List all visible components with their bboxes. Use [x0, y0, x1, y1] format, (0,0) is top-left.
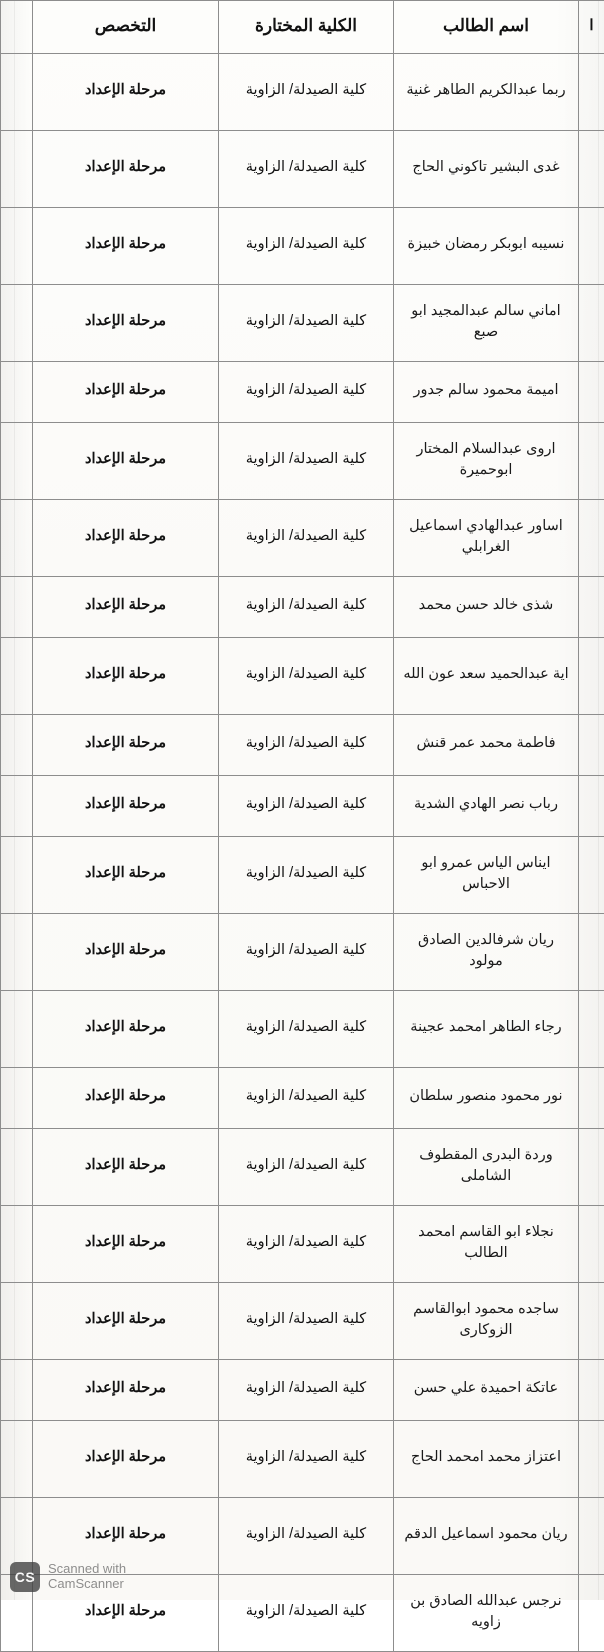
- cell-chosen-college: كلية الصيدلة/ الزاوية: [219, 285, 394, 362]
- cell-major: مرحلة الإعداد: [33, 715, 219, 776]
- cell-chosen-college: كلية الصيدلة/ الزاوية: [219, 1129, 394, 1206]
- cell-chosen-college: كلية الصيدلة/ الزاوية: [219, 776, 394, 837]
- column-header-edge-right: ا: [579, 1, 604, 54]
- row-edge-right-cell: [579, 208, 604, 285]
- cell-student-name: اعتزاز محمد امحمد الحاج: [394, 1421, 579, 1498]
- row-edge-left-cell: [1, 1283, 33, 1360]
- row-edge-right-cell: [579, 500, 604, 577]
- table-row: [1, 837, 604, 914]
- cell-chosen-college: كلية الصيدلة/ الزاوية: [219, 1421, 394, 1498]
- row-edge-right-cell: [579, 577, 604, 638]
- row-edge-right-cell: [579, 991, 604, 1068]
- cell-chosen-college: كلية الصيدلة/ الزاوية: [219, 423, 394, 500]
- cell-major: مرحلة الإعداد: [33, 1421, 219, 1498]
- row-edge-right-cell: [579, 715, 604, 776]
- cell-major: مرحلة الإعداد: [33, 1068, 219, 1129]
- table-row: [1, 423, 604, 500]
- cell-chosen-college: كلية الصيدلة/ الزاوية: [219, 1068, 394, 1129]
- row-edge-left-cell: [1, 638, 33, 715]
- cell-student-name: ريان محمود اسماعيل الدقم: [394, 1498, 579, 1575]
- row-edge-right-cell: [579, 1206, 604, 1283]
- cell-student-name: اروى عبدالسلام المختار ابوحميرة: [394, 423, 579, 500]
- cell-student-name: نسيبه ابوبكر رمضان خبيزة: [394, 208, 579, 285]
- cell-student-name: شذى خالد حسن محمد: [394, 577, 579, 638]
- table-header: [1, 1, 604, 54]
- row-edge-right-cell: [579, 1498, 604, 1575]
- cell-major: مرحلة الإعداد: [33, 54, 219, 131]
- row-edge-right-cell: [579, 362, 604, 423]
- cell-major: مرحلة الإعداد: [33, 914, 219, 991]
- row-edge-left-cell: [1, 914, 33, 991]
- cell-student-name: اماني سالم عبدالمجيد ابو صبع: [394, 285, 579, 362]
- row-edge-left-cell: [1, 208, 33, 285]
- row-edge-right-cell: [579, 285, 604, 362]
- cell-student-name: اية عبدالحميد سعد عون الله: [394, 638, 579, 715]
- row-edge-left-cell: [1, 577, 33, 638]
- row-edge-left-cell: [1, 362, 33, 423]
- cell-chosen-college: كلية الصيدلة/ الزاوية: [219, 500, 394, 577]
- table-row: [1, 208, 604, 285]
- table-row: [1, 131, 604, 208]
- row-edge-right-cell: [579, 1068, 604, 1129]
- cell-chosen-college: كلية الصيدلة/ الزاوية: [219, 577, 394, 638]
- row-edge-left-cell: [1, 423, 33, 500]
- cell-student-name: نجلاء ابو القاسم امحمد الطالب: [394, 1206, 579, 1283]
- table-row: [1, 1421, 604, 1498]
- row-edge-left-cell: [1, 1360, 33, 1421]
- cell-chosen-college: كلية الصيدلة/ الزاوية: [219, 914, 394, 991]
- cell-major: مرحلة الإعداد: [33, 500, 219, 577]
- row-edge-right-cell: [579, 638, 604, 715]
- table-row: [1, 991, 604, 1068]
- cell-student-name: ريان شرفالدين الصادق مولود: [394, 914, 579, 991]
- camscanner-label: [48, 1562, 126, 1592]
- cell-chosen-college: كلية الصيدلة/ الزاوية: [219, 208, 394, 285]
- cell-student-name: اساور عبدالهادي اسماعيل الغرابلي: [394, 500, 579, 577]
- cell-chosen-college: كلية الصيدلة/ الزاوية: [219, 1283, 394, 1360]
- row-edge-right-cell: [579, 1575, 604, 1652]
- camscanner-line-2: CamScanner: [48, 1577, 126, 1592]
- column-header-chosen-college: الكلية المختارة: [219, 1, 394, 54]
- cell-major: مرحلة الإعداد: [33, 837, 219, 914]
- cell-student-name: رجاء الطاهر امحمد عجينة: [394, 991, 579, 1068]
- cell-chosen-college: كلية الصيدلة/ الزاوية: [219, 1206, 394, 1283]
- table-row: [1, 1068, 604, 1129]
- table-row: [1, 638, 604, 715]
- cell-major: مرحلة الإعداد: [33, 1206, 219, 1283]
- cell-student-name: ساجده محمود ابوالقاسم الزوكارى: [394, 1283, 579, 1360]
- cell-major: مرحلة الإعداد: [33, 285, 219, 362]
- row-edge-right-cell: [579, 1283, 604, 1360]
- table-row: [1, 914, 604, 991]
- row-edge-left-cell: [1, 776, 33, 837]
- table-row: [1, 285, 604, 362]
- cell-student-name: نور محمود منصور سلطان: [394, 1068, 579, 1129]
- row-edge-left-cell: [1, 1421, 33, 1498]
- cell-student-name: فاطمة محمد عمر قنش: [394, 715, 579, 776]
- cell-major: مرحلة الإعداد: [33, 131, 219, 208]
- row-edge-left-cell: [1, 54, 33, 131]
- row-edge-left-cell: [1, 1129, 33, 1206]
- cell-major: مرحلة الإعداد: [33, 776, 219, 837]
- cell-student-name: ايناس الياس عمرو ابو الاحباس: [394, 837, 579, 914]
- cell-chosen-college: كلية الصيدلة/ الزاوية: [219, 1575, 394, 1652]
- cell-student-name: ربما عبدالكريم الطاهر غنية: [394, 54, 579, 131]
- cell-chosen-college: كلية الصيدلة/ الزاوية: [219, 1360, 394, 1421]
- cell-major: مرحلة الإعداد: [33, 362, 219, 423]
- table-body: [1, 54, 604, 1652]
- table-row: [1, 776, 604, 837]
- cell-student-name: نرجس عبدالله الصادق بن زاويه: [394, 1575, 579, 1652]
- cell-student-name: غدى البشير تاكوني الحاج: [394, 131, 579, 208]
- cell-chosen-college: كلية الصيدلة/ الزاوية: [219, 837, 394, 914]
- camscanner-logo-icon: CS: [10, 1562, 40, 1592]
- row-edge-left-cell: [1, 1068, 33, 1129]
- row-edge-right-cell: [579, 914, 604, 991]
- row-edge-left-cell: [1, 1206, 33, 1283]
- table-row: [1, 54, 604, 131]
- row-edge-left-cell: [1, 991, 33, 1068]
- row-edge-right-cell: [579, 837, 604, 914]
- cell-major: مرحلة الإعداد: [33, 1575, 219, 1652]
- cell-major: مرحلة الإعداد: [33, 638, 219, 715]
- cell-student-name: رباب نصر الهادي الشدية: [394, 776, 579, 837]
- row-edge-right-cell: [579, 1129, 604, 1206]
- cell-major: مرحلة الإعداد: [33, 1283, 219, 1360]
- cell-major: مرحلة الإعداد: [33, 991, 219, 1068]
- cell-student-name: اميمة محمود سالم جدور: [394, 362, 579, 423]
- cell-chosen-college: كلية الصيدلة/ الزاوية: [219, 131, 394, 208]
- row-edge-left-cell: [1, 500, 33, 577]
- cell-chosen-college: كلية الصيدلة/ الزاوية: [219, 362, 394, 423]
- row-edge-right-cell: [579, 54, 604, 131]
- cell-major: مرحلة الإعداد: [33, 1498, 219, 1575]
- camscanner-watermark: [10, 1562, 126, 1592]
- table-row: [1, 1129, 604, 1206]
- table-row: [1, 1360, 604, 1421]
- cell-major: مرحلة الإعداد: [33, 1360, 219, 1421]
- table-row: [1, 500, 604, 577]
- column-header-student-name: اسم الطالب: [394, 1, 579, 54]
- table-row: [1, 715, 604, 776]
- row-edge-right-cell: [579, 1360, 604, 1421]
- row-edge-right-cell: [579, 131, 604, 208]
- table-header-row: [1, 1, 604, 54]
- row-edge-left-cell: [1, 285, 33, 362]
- cell-chosen-college: كلية الصيدلة/ الزاوية: [219, 54, 394, 131]
- column-header-major: التخصص: [33, 1, 219, 54]
- table-row: [1, 577, 604, 638]
- cell-major: مرحلة الإعداد: [33, 208, 219, 285]
- table-row: [1, 1283, 604, 1360]
- cell-student-name: وردة البدرى المقطوف الشاملى: [394, 1129, 579, 1206]
- column-header-edge-left: [1, 1, 33, 54]
- row-edge-right-cell: [579, 423, 604, 500]
- cell-chosen-college: كلية الصيدلة/ الزاوية: [219, 991, 394, 1068]
- table-row: [1, 1206, 604, 1283]
- cell-chosen-college: كلية الصيدلة/ الزاوية: [219, 715, 394, 776]
- cell-major: مرحلة الإعداد: [33, 423, 219, 500]
- cell-chosen-college: كلية الصيدلة/ الزاوية: [219, 638, 394, 715]
- row-edge-left-cell: [1, 715, 33, 776]
- row-edge-right-cell: [579, 776, 604, 837]
- cell-student-name: عاتكة احميدة علي حسن: [394, 1360, 579, 1421]
- cell-major: مرحلة الإعداد: [33, 577, 219, 638]
- cell-chosen-college: كلية الصيدلة/ الزاوية: [219, 1498, 394, 1575]
- row-edge-left-cell: [1, 131, 33, 208]
- table-row: [1, 362, 604, 423]
- cell-major: مرحلة الإعداد: [33, 1129, 219, 1206]
- row-edge-left-cell: [1, 837, 33, 914]
- row-edge-right-cell: [579, 1421, 604, 1498]
- camscanner-line-1: Scanned with: [48, 1562, 126, 1577]
